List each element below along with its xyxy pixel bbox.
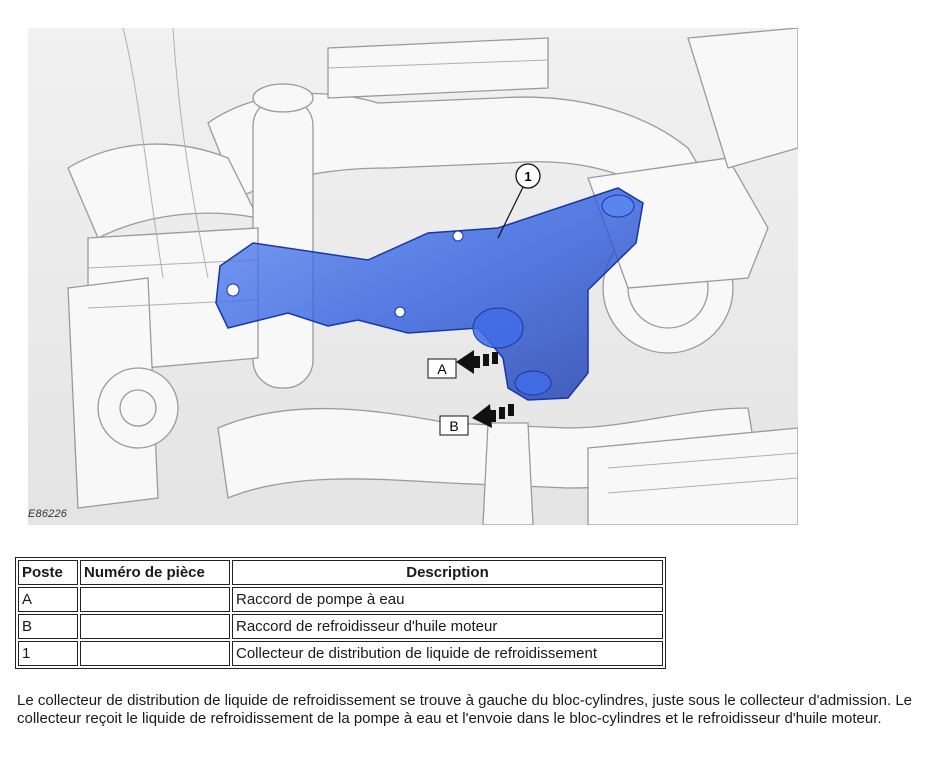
- engine-illustration: [28, 28, 798, 525]
- cell-poste: 1: [18, 641, 78, 666]
- figure-id: E86226: [28, 508, 68, 520]
- cell-numero: [80, 614, 230, 639]
- header-numero: Numéro de pièce: [80, 560, 230, 585]
- callout-1-number: 1: [524, 169, 532, 184]
- header-description: Description: [232, 560, 663, 585]
- parts-table: [15, 557, 666, 669]
- cell-description: Collecteur de distribution de liquide de refroidissement: [232, 641, 663, 666]
- description-paragraph: Le collecteur de distribution de liquide de refroidissement se trouve à gauche du bloc-cylindres, juste sous le collecteur d'admission. Le collecteur reçoit le liquide de refroidissement de la pompe à eau et l'envoie dans le bloc-cylindres et le refroidisseur d'huile moteur.: [17, 692, 913, 727]
- table-header-row: [18, 560, 663, 585]
- table-row: [18, 587, 663, 612]
- cell-poste: A: [18, 587, 78, 612]
- port-b-label: B: [449, 418, 459, 434]
- cell-poste: B: [18, 614, 78, 639]
- table-row: [18, 641, 663, 666]
- cell-numero: [80, 587, 230, 612]
- port-a-label: A: [437, 361, 447, 377]
- header-poste: Poste: [18, 560, 78, 585]
- cell-description: Raccord de refroidisseur d'huile moteur: [232, 614, 663, 639]
- table-row: [18, 614, 663, 639]
- cell-description: Raccord de pompe à eau: [232, 587, 663, 612]
- cell-numero: [80, 641, 230, 666]
